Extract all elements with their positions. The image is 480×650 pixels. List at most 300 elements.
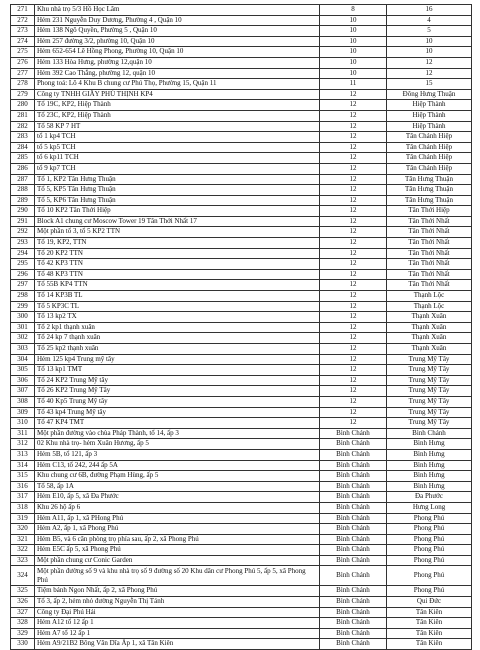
ward-cell: 15 xyxy=(387,79,472,90)
table-row xyxy=(11,586,472,597)
ward-cell: Hiệp Thành xyxy=(387,121,472,132)
ward-cell: 16 xyxy=(387,5,472,16)
district-cell: 12 xyxy=(320,153,387,164)
location-cell: Tổ 14 KP3B TL xyxy=(35,291,320,302)
ward-cell: Tân Kiên xyxy=(387,628,472,639)
district-cell: 10 xyxy=(320,57,387,68)
table-row xyxy=(11,555,472,566)
table-row xyxy=(11,36,472,47)
row-number-cell: 301 xyxy=(11,322,35,333)
ward-cell: Hiệp Thành xyxy=(387,110,472,121)
location-cell: Công ty Đại Phú Hải xyxy=(35,607,320,618)
row-number-cell: 279 xyxy=(11,89,35,100)
ward-cell: Tân Thới Nhất xyxy=(387,259,472,270)
district-cell: 12 xyxy=(320,248,387,259)
ward-cell: 12 xyxy=(387,68,472,79)
table-row xyxy=(11,449,472,460)
district-cell: 10 xyxy=(320,47,387,58)
location-cell: Tổ 42 KP3 TTN xyxy=(35,259,320,270)
table-row xyxy=(11,142,472,153)
row-number-cell: 303 xyxy=(11,344,35,355)
table-row xyxy=(11,375,472,386)
table-row xyxy=(11,597,472,608)
district-cell: Bình Chánh xyxy=(320,534,387,545)
row-number-cell: 295 xyxy=(11,259,35,270)
location-cell: Tổ 23C, KP2, Hiệp Thành xyxy=(35,110,320,121)
table-row xyxy=(11,418,472,429)
ward-cell: Qui Đức xyxy=(387,597,472,608)
ward-cell: Tân Thới Nhất xyxy=(387,216,472,227)
row-number-cell: 273 xyxy=(11,26,35,37)
location-cell: Tổ 20 KP2 TTN xyxy=(35,248,320,259)
location-cell: Tổ 58 KP 7 HT xyxy=(35,121,320,132)
location-cell: Tổ 48 KP3 TTN xyxy=(35,269,320,280)
row-number-cell: 275 xyxy=(11,47,35,58)
location-cell: Tổ 40 Kp5 Trung Mỹ tây xyxy=(35,396,320,407)
location-cell: Khu nhà trọ 5/3 Hồ Học Lãm xyxy=(35,5,320,16)
table-row xyxy=(11,524,472,535)
location-cell: Hẻm 138 Ngô Quyền, Phường 5 , Quận 10 xyxy=(35,26,320,37)
row-number-cell: 274 xyxy=(11,36,35,47)
table-row xyxy=(11,333,472,344)
ward-cell: Phong Phú xyxy=(387,534,472,545)
row-number-cell: 308 xyxy=(11,396,35,407)
table-row xyxy=(11,502,472,513)
ward-cell: Bình Hưng xyxy=(387,439,472,450)
ward-cell: Tân Chánh Hiệp xyxy=(387,163,472,174)
row-number-cell: 305 xyxy=(11,365,35,376)
location-cell: Hẻm 133 Hòa Hưng, phường 12,quận 10 xyxy=(35,57,320,68)
ward-cell: 4 xyxy=(387,15,472,26)
ward-cell: Đông Hưng Thuận xyxy=(387,89,472,100)
ward-cell: Tân Chánh Hiệp xyxy=(387,142,472,153)
location-cell: Hẻm A12 tổ 12 ấp 1 xyxy=(35,618,320,629)
location-cell: 02 Khu nhà trọ- hẻm Xuân Hương, ấp 5 xyxy=(35,439,320,450)
district-cell: 12 xyxy=(320,407,387,418)
row-number-cell: 299 xyxy=(11,301,35,312)
ward-cell: 5 xyxy=(387,26,472,37)
row-number-cell: 312 xyxy=(11,439,35,450)
ward-cell: Trung Mỹ Tây xyxy=(387,418,472,429)
ward-cell: Hiệp Thành xyxy=(387,100,472,111)
row-number-cell: 314 xyxy=(11,460,35,471)
row-number-cell: 326 xyxy=(11,597,35,608)
location-cell: Khu 26 hộ ấp 6 xyxy=(35,502,320,513)
district-cell: 12 xyxy=(320,333,387,344)
district-cell: 12 xyxy=(320,344,387,355)
location-cell: Một phần chung cư Conic Garden xyxy=(35,555,320,566)
row-number-cell: 310 xyxy=(11,418,35,429)
row-number-cell: 278 xyxy=(11,79,35,90)
table-row xyxy=(11,471,472,482)
location-cell: Khu chung cư 6B, đường Phạm Hùng, ấp 5 xyxy=(35,471,320,482)
location-cell: Phong toả: Lô 4 Khu B chung cư Phú Thọ, Phường 15, Quận 11 xyxy=(35,79,320,90)
location-cell: Hẻm 125 kp4 Trung mỹ tây xyxy=(35,354,320,365)
ward-cell: Thạnh Xuân xyxy=(387,333,472,344)
row-number-cell: 296 xyxy=(11,269,35,280)
district-cell: Bình Chánh xyxy=(320,639,387,650)
table-row xyxy=(11,639,472,650)
table-row xyxy=(11,57,472,68)
ward-cell: Tân Hưng Thuận xyxy=(387,174,472,185)
row-number-cell: 324 xyxy=(11,566,35,586)
row-number-cell: 325 xyxy=(11,586,35,597)
location-cell: Một phần đường vào chùa Pháp Thành, tổ 14, ấp 3 xyxy=(35,428,320,439)
location-cell: tổ 1 kp4 TCH xyxy=(35,132,320,143)
table-row xyxy=(11,153,472,164)
district-cell: 12 xyxy=(320,142,387,153)
table-row xyxy=(11,386,472,397)
row-number-cell: 322 xyxy=(11,545,35,556)
table-row xyxy=(11,618,472,629)
table-row xyxy=(11,344,472,355)
table-row xyxy=(11,534,472,545)
location-cell: Tổ 13 kp1 TMT xyxy=(35,365,320,376)
row-number-cell: 284 xyxy=(11,142,35,153)
table-row xyxy=(11,322,472,333)
location-cell: Hẻm A2, ấp 1, xã Phong Phú xyxy=(35,524,320,535)
row-number-cell: 306 xyxy=(11,375,35,386)
table-row xyxy=(11,513,472,524)
row-number-cell: 276 xyxy=(11,57,35,68)
table-body xyxy=(11,5,472,650)
location-cell: Hẻm A11, ấp 1, xã PHong Phú xyxy=(35,513,320,524)
ward-cell: Phong Phú xyxy=(387,555,472,566)
row-number-cell: 293 xyxy=(11,238,35,249)
district-cell: 12 xyxy=(320,185,387,196)
location-cell: Một phần tổ 3, tổ 5 KP2 TTN xyxy=(35,227,320,238)
location-cell: Tổ 5 KP3C TL xyxy=(35,301,320,312)
table-row xyxy=(11,100,472,111)
table-row xyxy=(11,15,472,26)
row-number-cell: 277 xyxy=(11,68,35,79)
table-row xyxy=(11,121,472,132)
ward-cell: Thạnh Lộc xyxy=(387,301,472,312)
district-cell: Bình Chánh xyxy=(320,449,387,460)
district-cell: 12 xyxy=(320,89,387,100)
district-cell: 12 xyxy=(320,312,387,323)
ward-cell: Tân Thới Nhất xyxy=(387,280,472,291)
location-cell: Tiệm bánh Ngon Nhất, ấp 2, xã Phong Phú xyxy=(35,586,320,597)
district-cell: Bình Chánh xyxy=(320,492,387,503)
district-cell: 12 xyxy=(320,121,387,132)
location-cell: tổ 5 kp5 TCH xyxy=(35,142,320,153)
district-cell: Bình Chánh xyxy=(320,460,387,471)
district-cell: 12 xyxy=(320,132,387,143)
district-cell: 12 xyxy=(320,375,387,386)
row-number-cell: 286 xyxy=(11,163,35,174)
table-row xyxy=(11,492,472,503)
table-row xyxy=(11,185,472,196)
district-cell: 12 xyxy=(320,291,387,302)
location-cell: Tổ 5, KP5 Tân Hưng Thuận xyxy=(35,185,320,196)
row-number-cell: 313 xyxy=(11,449,35,460)
district-cell: Bình Chánh xyxy=(320,524,387,535)
district-cell: 12 xyxy=(320,322,387,333)
location-cell: Tổ 24 kp 7 thạnh xuân xyxy=(35,333,320,344)
location-cell: Tổ 24 KP2 Trung Mỹ tây xyxy=(35,375,320,386)
ward-cell: Tân Thới Nhất xyxy=(387,238,472,249)
district-cell: 10 xyxy=(320,26,387,37)
table-row xyxy=(11,195,472,206)
row-number-cell: 291 xyxy=(11,216,35,227)
district-cell: 12 xyxy=(320,110,387,121)
ward-cell: Bình Hưng xyxy=(387,471,472,482)
location-cell: Hẻm C13, tổ 242, 244 ấp 5A xyxy=(35,460,320,471)
location-cell: Hẻm E5C ấp 5, xã Phong Phú xyxy=(35,545,320,556)
district-cell: Bình Chánh xyxy=(320,502,387,513)
ward-cell: Thạnh Xuân xyxy=(387,312,472,323)
district-cell: 10 xyxy=(320,15,387,26)
ward-cell: Phong Phú xyxy=(387,566,472,586)
location-cell: Tổ 1, KP2 Tân Hưng Thuận xyxy=(35,174,320,185)
table-row xyxy=(11,545,472,556)
district-cell: Bình Chánh xyxy=(320,628,387,639)
table-row xyxy=(11,259,472,270)
table-row xyxy=(11,110,472,121)
district-cell: Bình Chánh xyxy=(320,607,387,618)
district-cell: 12 xyxy=(320,396,387,407)
table-row xyxy=(11,248,472,259)
row-number-cell: 272 xyxy=(11,15,35,26)
row-number-cell: 323 xyxy=(11,555,35,566)
row-number-cell: 294 xyxy=(11,248,35,259)
district-cell: Bình Chánh xyxy=(320,428,387,439)
district-cell: 10 xyxy=(320,68,387,79)
district-cell: 11 xyxy=(320,79,387,90)
table-row xyxy=(11,312,472,323)
district-cell: 12 xyxy=(320,354,387,365)
location-cell: Hẻm 257 đường 3/2, phường 10, Quận 10 xyxy=(35,36,320,47)
row-number-cell: 300 xyxy=(11,312,35,323)
ward-cell: Phong Phú xyxy=(387,524,472,535)
ward-cell: Phong Phú xyxy=(387,545,472,556)
row-number-cell: 309 xyxy=(11,407,35,418)
district-cell: 12 xyxy=(320,386,387,397)
location-cell: tổ 6 kp11 TCH xyxy=(35,153,320,164)
ward-cell: Tân Kiên xyxy=(387,639,472,650)
location-cell: Tổ 43 kp4 Trung Mỹ tây xyxy=(35,407,320,418)
table-row xyxy=(11,238,472,249)
ward-cell: Tân Kiên xyxy=(387,607,472,618)
district-cell: 12 xyxy=(320,206,387,217)
district-cell: Bình Chánh xyxy=(320,439,387,450)
ward-cell: Tân Chánh Hiệp xyxy=(387,132,472,143)
location-cell: Hẻm 652-654 Lê Hồng Phong, Phường 10, Quận 10 xyxy=(35,47,320,58)
ward-cell: 12 xyxy=(387,57,472,68)
district-cell: Bình Chánh xyxy=(320,586,387,597)
location-cell: Tổ 3, ấp 2, hẻm nhỏ đường Nguyễn Thị Tánh xyxy=(35,597,320,608)
table-row xyxy=(11,132,472,143)
table-row xyxy=(11,566,472,586)
table-row xyxy=(11,607,472,618)
ward-cell: Hưng Long xyxy=(387,502,472,513)
ward-cell: Tân Chánh Hiệp xyxy=(387,153,472,164)
row-number-cell: 290 xyxy=(11,206,35,217)
table-row xyxy=(11,206,472,217)
row-number-cell: 315 xyxy=(11,471,35,482)
table-row xyxy=(11,216,472,227)
table-row xyxy=(11,439,472,450)
location-cell: Công ty TNHH GIẦY PHÚ THỊNH KP4 xyxy=(35,89,320,100)
location-cell: Tổ 47 KP4 TMT xyxy=(35,418,320,429)
ward-cell: Bình Hưng xyxy=(387,481,472,492)
district-cell: 12 xyxy=(320,280,387,291)
ward-cell: Phong Phú xyxy=(387,586,472,597)
location-cell: Hẻm A9/21B2 Bông Văn Dĩa Ấp 1, xã Tân Kiên xyxy=(35,639,320,650)
location-cell: Hẻm 5B, tổ 121, ấp 3 xyxy=(35,449,320,460)
row-number-cell: 311 xyxy=(11,428,35,439)
location-cell: Tổ 13 kp2 TX xyxy=(35,312,320,323)
row-number-cell: 318 xyxy=(11,502,35,513)
table-row xyxy=(11,79,472,90)
district-cell: 10 xyxy=(320,36,387,47)
row-number-cell: 329 xyxy=(11,628,35,639)
ward-cell: 10 xyxy=(387,47,472,58)
district-cell: 12 xyxy=(320,418,387,429)
ward-cell: Trung Mỹ Tây xyxy=(387,375,472,386)
table-row xyxy=(11,227,472,238)
table-row xyxy=(11,628,472,639)
location-cell: Tổ 5, KP6 Tân Hưng Thuận xyxy=(35,195,320,206)
row-number-cell: 320 xyxy=(11,524,35,535)
row-number-cell: 288 xyxy=(11,185,35,196)
row-number-cell: 298 xyxy=(11,291,35,302)
district-cell: 12 xyxy=(320,174,387,185)
location-cell: Hẻm 231 Nguyễn Duy Dương, Phường 4 , Quận 10 xyxy=(35,15,320,26)
district-cell: 12 xyxy=(320,195,387,206)
outbreak-locations-table xyxy=(10,4,472,650)
location-cell: Tổ 25 kp2 thạnh xuân xyxy=(35,344,320,355)
table-row xyxy=(11,481,472,492)
table-row xyxy=(11,68,472,79)
ward-cell: Trung Mỹ Tây xyxy=(387,396,472,407)
document-page xyxy=(10,4,471,650)
ward-cell: Tân Thới Hiệp xyxy=(387,206,472,217)
district-cell: 12 xyxy=(320,269,387,280)
table-row xyxy=(11,174,472,185)
table-row xyxy=(11,428,472,439)
row-number-cell: 302 xyxy=(11,333,35,344)
ward-cell: Thạnh Xuân xyxy=(387,322,472,333)
location-cell: Hẻm E10, ấp 5, xã Đa Phước xyxy=(35,492,320,503)
row-number-cell: 297 xyxy=(11,280,35,291)
ward-cell: Tân Thới Nhất xyxy=(387,227,472,238)
row-number-cell: 317 xyxy=(11,492,35,503)
location-cell: Tổ 10 KP2 Tân Thới Hiệp xyxy=(35,206,320,217)
table-row xyxy=(11,269,472,280)
table-row xyxy=(11,460,472,471)
row-number-cell: 307 xyxy=(11,386,35,397)
row-number-cell: 285 xyxy=(11,153,35,164)
row-number-cell: 283 xyxy=(11,132,35,143)
district-cell: Bình Chánh xyxy=(320,513,387,524)
table-row xyxy=(11,47,472,58)
table-row xyxy=(11,280,472,291)
row-number-cell: 281 xyxy=(11,110,35,121)
location-cell: Tổ 19, KP2, TTN xyxy=(35,238,320,249)
district-cell: 8 xyxy=(320,5,387,16)
row-number-cell: 287 xyxy=(11,174,35,185)
district-cell: 12 xyxy=(320,365,387,376)
row-number-cell: 282 xyxy=(11,121,35,132)
ward-cell: Thạnh Lộc xyxy=(387,291,472,302)
row-number-cell: 321 xyxy=(11,534,35,545)
location-cell: Block A1 chung cư Moscow Tower 19 Tân Thới Nhất 17 xyxy=(35,216,320,227)
row-number-cell: 304 xyxy=(11,354,35,365)
ward-cell: Bình Hưng xyxy=(387,460,472,471)
table-row xyxy=(11,163,472,174)
table-row xyxy=(11,89,472,100)
district-cell: Bình Chánh xyxy=(320,481,387,492)
row-number-cell: 289 xyxy=(11,195,35,206)
ward-cell: Thạnh Xuân xyxy=(387,344,472,355)
ward-cell: Đa Phước xyxy=(387,492,472,503)
ward-cell: Trung Mỹ Tây xyxy=(387,354,472,365)
ward-cell: Tân Thới Nhất xyxy=(387,248,472,259)
district-cell: 12 xyxy=(320,301,387,312)
ward-cell: Trung Mỹ Tây xyxy=(387,386,472,397)
table-row xyxy=(11,365,472,376)
location-cell: Tổ 58, ấp 1A xyxy=(35,481,320,492)
ward-cell: Tân Hưng Thuận xyxy=(387,195,472,206)
location-cell: Hẻm A7 tổ 12 ấp 1 xyxy=(35,628,320,639)
ward-cell: Trung Mỹ Tây xyxy=(387,407,472,418)
table-row xyxy=(11,26,472,37)
row-number-cell: 280 xyxy=(11,100,35,111)
ward-cell: Phong Phú xyxy=(387,513,472,524)
ward-cell: Tân Kiên xyxy=(387,618,472,629)
ward-cell: Bình Hưng xyxy=(387,449,472,460)
district-cell: Bình Chánh xyxy=(320,618,387,629)
location-cell: Hẻm B5, và 6 căn phòng trọ phía sau, ấp 2, xã Phong Phú xyxy=(35,534,320,545)
district-cell: Bình Chánh xyxy=(320,471,387,482)
ward-cell: 10 xyxy=(387,36,472,47)
district-cell: 12 xyxy=(320,163,387,174)
location-cell: Tổ 2 kp1 thạnh xuân xyxy=(35,322,320,333)
ward-cell: Tân Thới Nhất xyxy=(387,269,472,280)
table-row xyxy=(11,407,472,418)
district-cell: Bình Chánh xyxy=(320,597,387,608)
ward-cell: Bình Chánh xyxy=(387,428,472,439)
table-row xyxy=(11,5,472,16)
row-number-cell: 319 xyxy=(11,513,35,524)
district-cell: Bình Chánh xyxy=(320,545,387,556)
row-number-cell: 271 xyxy=(11,5,35,16)
location-cell: tổ 9 kp7 TCH xyxy=(35,163,320,174)
table-row xyxy=(11,301,472,312)
district-cell: Bình Chánh xyxy=(320,566,387,586)
location-cell: Tổ 19C, KP2, Hiệp Thành xyxy=(35,100,320,111)
location-cell: Tổ 55B KP4 TTN xyxy=(35,280,320,291)
location-cell: Hẻm 392 Cao Thắng, phường 12, quận 10 xyxy=(35,68,320,79)
district-cell: 12 xyxy=(320,238,387,249)
district-cell: 12 xyxy=(320,227,387,238)
ward-cell: Tân Hưng Thuận xyxy=(387,185,472,196)
table-row xyxy=(11,396,472,407)
district-cell: Bình Chánh xyxy=(320,555,387,566)
table-row xyxy=(11,354,472,365)
table-row xyxy=(11,291,472,302)
district-cell: 12 xyxy=(320,259,387,270)
district-cell: 12 xyxy=(320,216,387,227)
row-number-cell: 292 xyxy=(11,227,35,238)
location-cell: Một phần đường số 9 và khu nhà trọ số 9 đường số 20 Khu dân cư Phong Phú 5, ấp 5, xã Phong Phú xyxy=(35,566,320,586)
row-number-cell: 327 xyxy=(11,607,35,618)
row-number-cell: 328 xyxy=(11,618,35,629)
district-cell: 12 xyxy=(320,100,387,111)
row-number-cell: 330 xyxy=(11,639,35,650)
